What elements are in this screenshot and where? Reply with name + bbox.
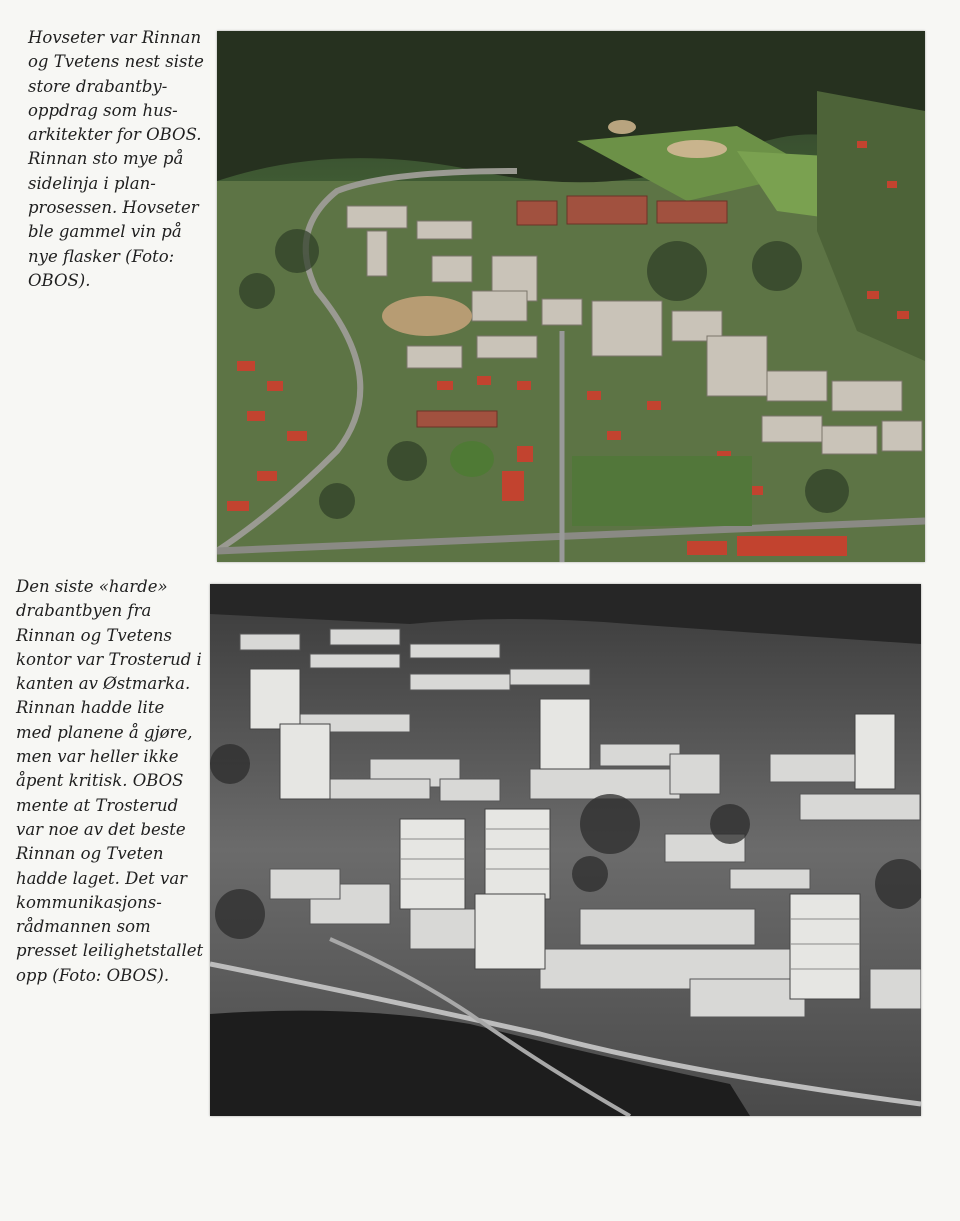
aerial-photo-trosterud <box>210 584 921 1116</box>
photo-caption-hovseter: Hovseter var Rinnan og Tvetens nest siste store drabantby- oppdrag som hus- arkitekter for OBOS. Rinnan sto mye på sidelinja i plan- prosessen. Hovseter ble gammel vin på nye flasker (Foto: OBOS). <box>28 28 204 290</box>
aerial-photo-hovseter <box>217 31 925 562</box>
photo-caption-trosterud: Den siste «harde» drabantbyen fra Rinnan og Tvetens kontor var Trosterud i kanten av Østmarka. Rinnan hadde lite med planene å gjøre, men var heller ikke åpent kritisk. OBOS mente at Trosterud var noe av det beste Rinnan og Tveten hadde laget. Det var kommunikasjons- rådmannen som presset leilighetstallet opp (Foto: OBOS). <box>16 577 204 985</box>
